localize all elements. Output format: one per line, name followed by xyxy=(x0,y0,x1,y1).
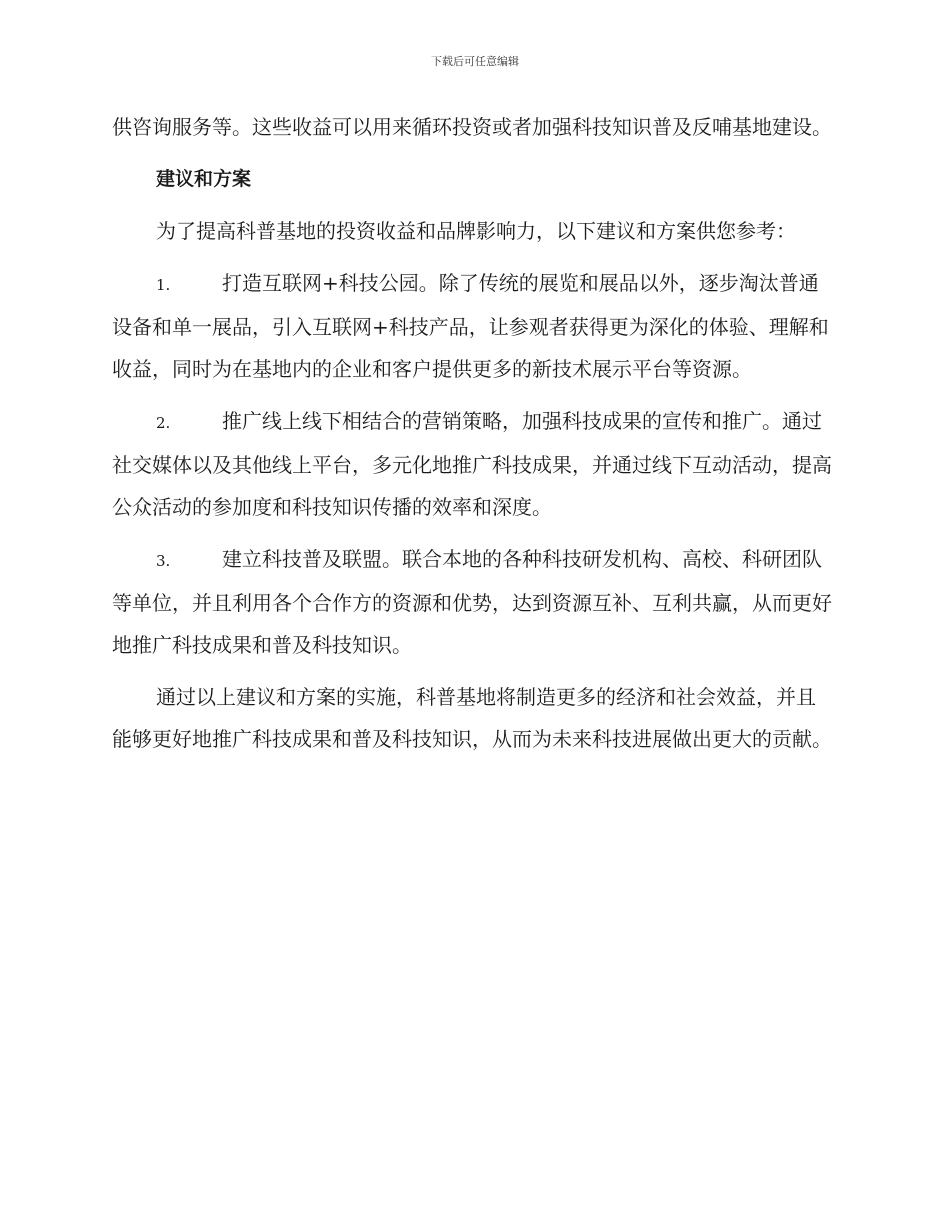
document-body xyxy=(112,106,832,770)
list-item-text: 建立科技普及联盟。联合本地的各种科技研发机构、高校、科研团队等单位，并且利用各个合作方的资源和优势，达到资源互补、互利共赢，从而更好地推广科技成果和普及科技知识。 xyxy=(112,547,832,657)
section-heading: 建议和方案 xyxy=(156,168,252,190)
list-item-text: 打造互联网+科技公园。除了传统的展览和展品以外，逐步淘汰普通设备和单一展品，引入互联网+科技产品，让参观者获得更为深化的体验、理解和收益，同时为在基地内的企业和客户提供更多的新技术展示平台等资源。 xyxy=(112,271,829,381)
list-item-text: 推广线上线下相结合的营销策略，加强科技成果的宣传和推广。通过社交媒体以及其他线上平台，多元化地推广科技成果，并通过线下互动活动，提高公众活动的参加度和科技知识传播的效率和深度。 xyxy=(112,409,832,519)
intro-paragraph: 为了提高科普基地的投资收益和品牌影响力，以下建议和方案供您参考： xyxy=(156,219,796,243)
list-number: 2. xyxy=(156,414,171,432)
list-item-1 xyxy=(112,262,832,390)
continued-paragraph: 供咨询服务等。这些收益可以用来循环投资或者加强科技知识普及反哺基地建设。 xyxy=(112,115,832,139)
list-number: 1. xyxy=(156,276,171,294)
list-item-3 xyxy=(112,538,832,666)
page-header: 下载后可任意编辑 xyxy=(431,55,519,68)
conclusion-paragraph: 通过以上建议和方案的实施，科普基地将制造更多的经济和社会效益，并且能够更好地推广科技成果和普及科技知识，从而为未来科技进展做出更大的贡献。 xyxy=(112,685,832,751)
list-item-2 xyxy=(112,400,832,528)
list-number: 3. xyxy=(156,552,171,570)
